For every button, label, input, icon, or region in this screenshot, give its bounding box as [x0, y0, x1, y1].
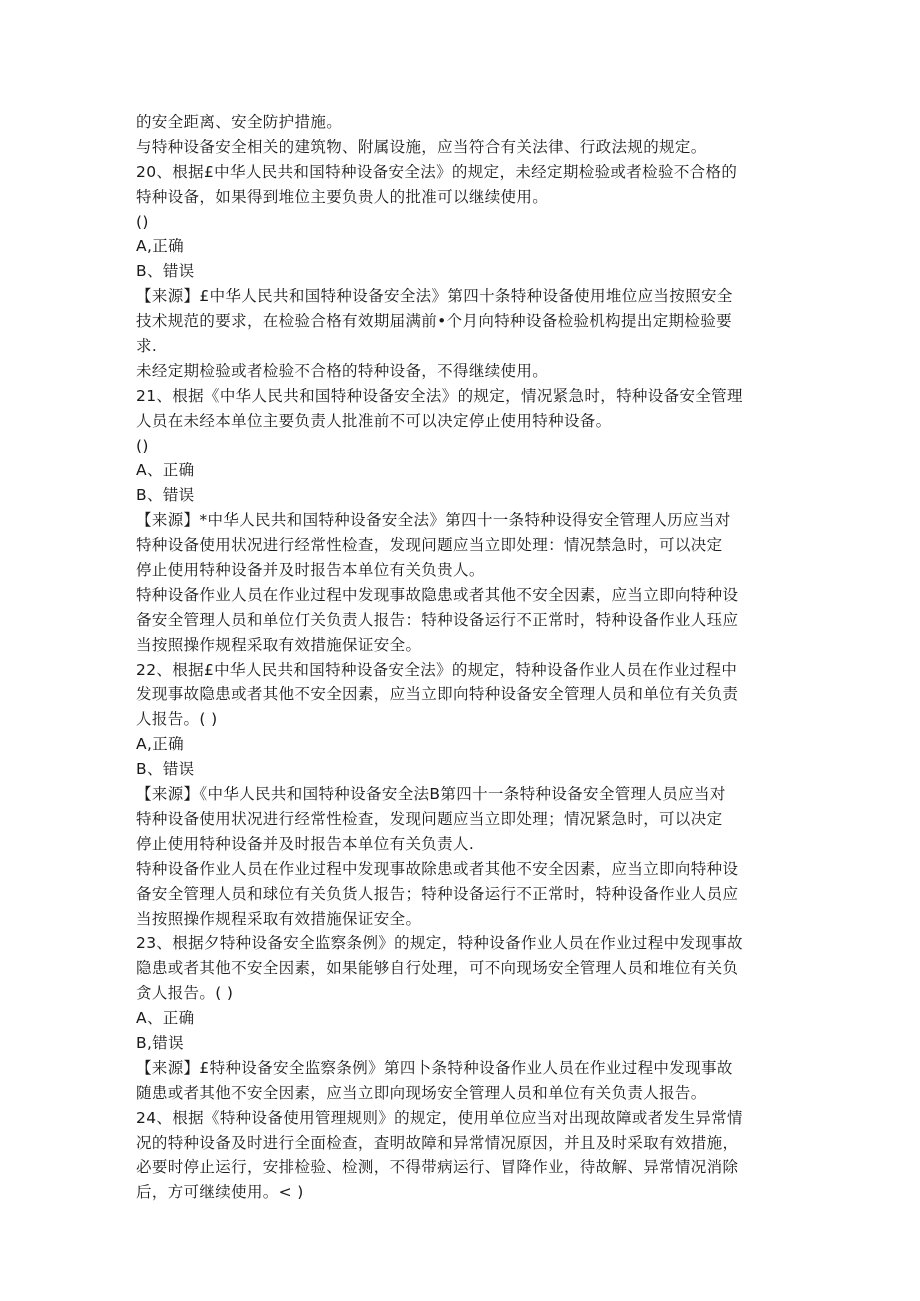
text-line: 特种设备使用状况进行经常性检查，发现问题应当立即处理；情况紧急时，可以决定 [136, 809, 723, 828]
text-line: A,正确 [136, 735, 184, 754]
text-line: 发现事故隐患或者其他不安全因素，应当立即向特种设备安全管理人员和单位有关负责 [136, 685, 739, 704]
text-line: () [136, 212, 149, 231]
text-line: 当按照操作规程采取有效措施保证安全。 [136, 909, 422, 928]
text-line: 特种设备作业人员在作业过程中发现事故隐患或者其他不安全因素，应当立即向特种设 [136, 585, 739, 604]
text-line: B、错误 [136, 262, 195, 281]
text-line: 停止使用特种设备并及时报告本单位有关负贵人。 [136, 561, 485, 580]
text-line: 特种设备作业人员在作业过程中发现事故除患或者其他不安全因素，应当立即向特种设 [136, 859, 739, 878]
text-line: 20、根据£中华人民共和国特种设备安全法》的规定，未经定期检验或者检验不合格的 [136, 162, 738, 181]
text-line: 技术规范的要求，在检验合格有效期届满前•个月向特种设备检验机构提出定期检验要 [136, 312, 732, 331]
text-line: 贪人报告。( ) [136, 984, 234, 1003]
text-line: 后，方可继续使用。< ) [136, 1183, 304, 1202]
text-line: 人员在未经本单位主要负责人批准前不可以决定停止使用特种设备。 [136, 411, 612, 430]
text-line: 【来源】*中华人民共和国特种设备安全法》第四十一条特种设得安全管理人历应当对 [136, 511, 731, 530]
text-line: A,正确 [136, 237, 184, 256]
text-line: 【来源】£中华人民共和国特种设备安全法》第四十条特种设备使用堆位应当按照安全 [136, 287, 733, 306]
text-line: 当按照操作规程采取有效措施保证安全。 [136, 635, 422, 654]
text-line: 随患或者其他不安全因素，应当立即向现场安全管理人员和单位有关负责人报告。 [136, 1083, 707, 1102]
text-line: 备安全管理人员和球位有关负货人报告；特种设备运行不正常时，特种设备作业人员应 [136, 884, 739, 903]
text-line: 特种设备使用状况进行经常性检查，发现问题应当立即处理：情况禁急时，可以决定 [136, 536, 723, 555]
text-line: 求. [136, 337, 158, 356]
text-line: A、正确 [136, 461, 195, 480]
text-line: () [136, 436, 149, 455]
text-line: 【来源】£特种设备安全监察条例》第四卜条特种设备作业人员在作业过程中发现事故 [136, 1058, 733, 1077]
text-line: B,错误 [136, 1033, 184, 1052]
text-line: 21、根据《中华人民共和国特种设备安全法》的规定，情况紧急时，特种设备安全管理 [136, 386, 743, 405]
text-line: 人报告。( ) [136, 710, 218, 729]
text-line: 22、根据£中华人民共和国特种设备安全法》的规定，特种设备作业人员在作业过程中 [136, 660, 738, 679]
text-line: 必要时停止运行，安排检验、检测，不得带病运行、冒降作业，待故解、异常情况消除 [136, 1158, 739, 1177]
text-line: 23、根据夕特种设备安全监察条例》的规定，特种设备作业人员在作业过程中发现事故 [136, 934, 743, 953]
text-line: 【来源】《中华人民共和国特种设备安全法B第四十一条特种设备安全管理人员应当对 [136, 785, 726, 804]
text-line: 与特种设备安全相关的建筑物、附属设施，应当符合有关法律、行政法规的规定。 [136, 137, 707, 156]
text-line: A、正确 [136, 1009, 195, 1028]
text-line: 24、根据《特种设备使用管理规则》的规定，使用单位应当对出现故障或者发生异常情 [136, 1108, 743, 1127]
text-line: 特种设备，如果得到堆位主要负贵人的批准可以继续使用。 [136, 187, 549, 206]
text-line: 停止使用特种设备并及时报告本单位有关负责人. [136, 834, 475, 853]
text-line: 备安全管理人员和单位仃关负责人报告：特种设备运行不正常时，特种设备作业人珏应 [136, 610, 739, 629]
text-line: 况的特种设备及时进行全面检查，査明故障和异常情况原因，并且及时采取有效措施， [136, 1133, 739, 1152]
text-line: B、错误 [136, 486, 195, 505]
text-line: 的安全距离、安全防护措施。 [136, 113, 343, 131]
text-line: 隐患或者其他不安全因素，如果能够自行处理，可不向现场安全管理人员和堆位有关负 [136, 959, 739, 978]
document-body [136, 110, 784, 1205]
text-line: 未经定期检验或者检验不合格的特种设备，不得继续使用。 [136, 361, 549, 380]
text-line: B、错误 [136, 760, 195, 779]
